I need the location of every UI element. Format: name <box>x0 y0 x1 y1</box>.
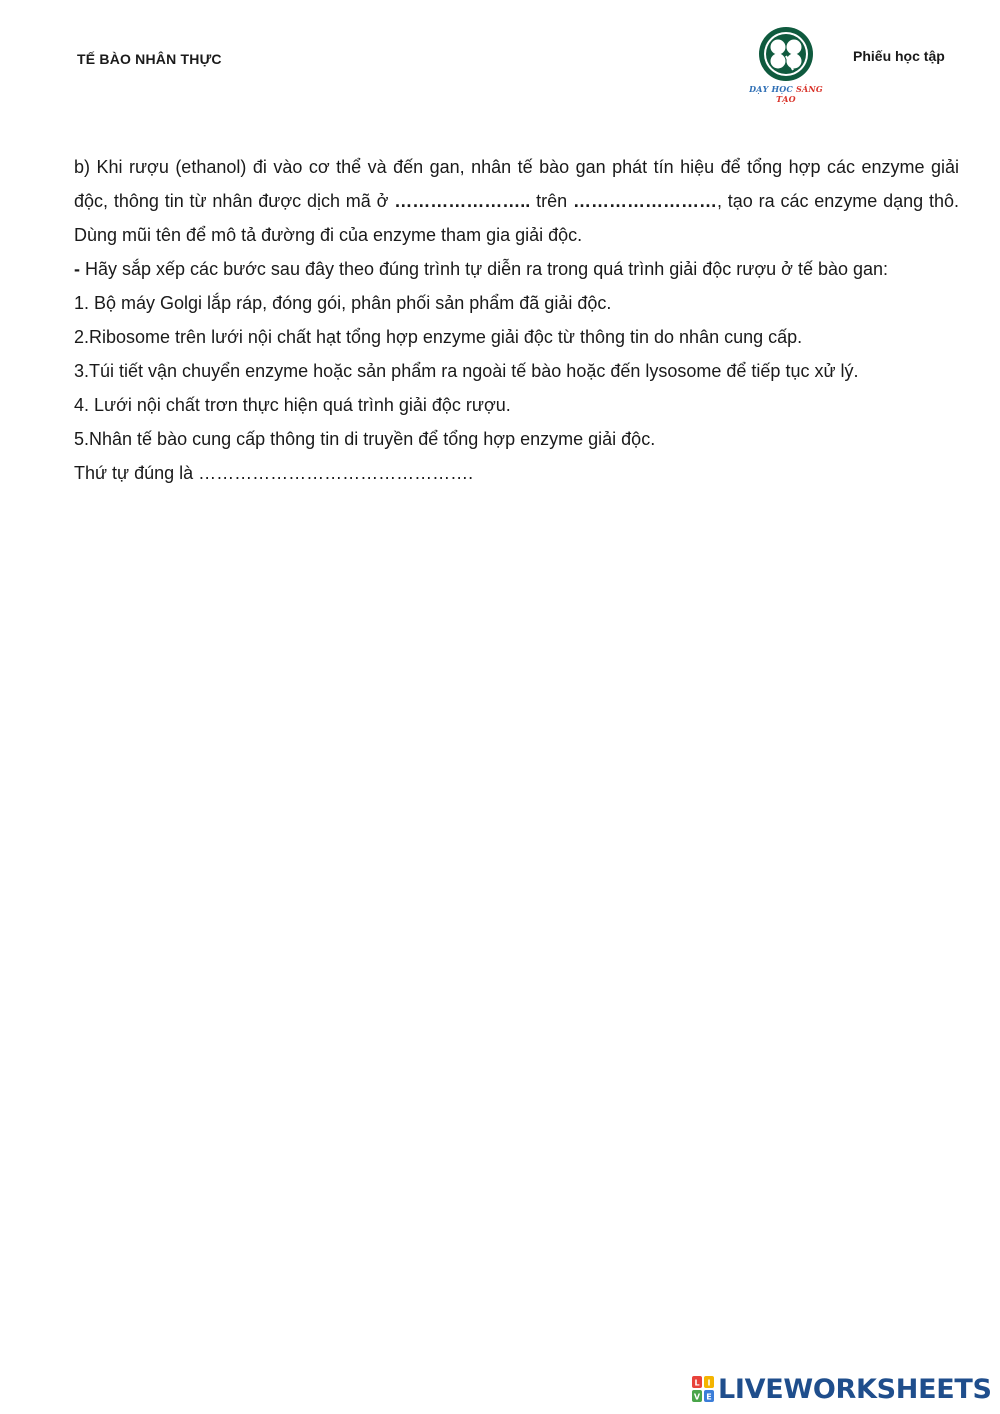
step-3: 3.Túi tiết vận chuyển enzyme hoặc sản phẩm ra ngoài tế bào hoặc đến lysosome để tiếp tục xử lý. <box>74 361 859 381</box>
answer-line: Thứ tự đúng là ………………………………………. <box>74 463 474 483</box>
liveworksheets-footer <box>692 1372 992 1406</box>
worksheet-title: TẾ BÀO NHÂN THỰC <box>77 51 222 67</box>
logo <box>744 24 828 104</box>
question-b: b) Khi rượu (ethanol) đi vào cơ thể và đến gan, nhân tế bào gan phát tín hiệu để tổng hợp các enzyme giải độc, thông tin từ nhân được dịch mã ở ………………….. trên ……………………, tạo ra các enzyme dạng thô. Dùng mũi tên để mô tả đường đi của enzyme tham gia giải độc. <box>74 157 960 245</box>
svg-text:E: E <box>706 1392 712 1402</box>
blank-1: ………………….. <box>394 191 531 211</box>
svg-text:L: L <box>694 1378 700 1388</box>
step-1: 1. Bộ máy Golgi lắp ráp, đóng gói, phân phối sản phẩm đã giải độc. <box>74 293 612 313</box>
worksheet-content <box>74 150 959 490</box>
ordering-instruction: - Hãy sắp xếp các bước sau đây theo đúng trình tự diễn ra trong quá trình giải độc rượu ở tế bào gan: <box>74 259 889 279</box>
worksheet-type-label: Phiếu học tập <box>853 48 945 64</box>
step-2: 2.Ribosome trên lưới nội chất hạt tổng hợp enzyme giải độc từ thông tin do nhân cung cấp. <box>74 327 803 347</box>
liveworksheets-brand[interactable]: LIVEWORKSHEETS <box>718 1373 992 1405</box>
svg-text:I: I <box>707 1378 711 1388</box>
step-4: 4. Lưới nội chất trơn thực hiện quá trình giải độc rượu. <box>74 395 511 415</box>
step-5: 5.Nhân tế bào cung cấp thông tin di truyền để tổng hợp enzyme giải độc. <box>74 429 656 449</box>
svg-text:V: V <box>693 1392 701 1402</box>
clover-logo-icon <box>744 24 828 84</box>
logo-text: DẠY HỌC SÁNG TẠO <box>749 84 823 104</box>
blank-2: …………………… <box>572 191 717 211</box>
liveworksheets-logo-icon <box>692 1376 714 1402</box>
